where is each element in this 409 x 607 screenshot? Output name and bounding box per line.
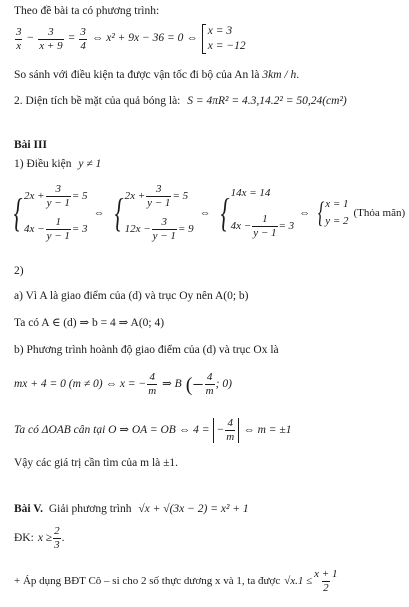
part-a-conclusion: Ta có A ∈ (d) ⇒ b = 4 ⇒ A(0; 4) — [14, 317, 165, 329]
area-line — [14, 96, 347, 108]
system-d: { x = 1 y = 2 — [317, 196, 349, 229]
iff-symbol: ⇔ — [199, 206, 211, 219]
triangle-equation — [14, 418, 291, 443]
dk-left: x ≥ — [37, 531, 53, 544]
fraction: $\frac{4}{m}$ — [148, 371, 157, 397]
intro-text: Theo đề bài ta có phương trình: — [14, 5, 160, 17]
bdt-text: + Áp dụng BĐT Cô – si cho 2 số thực dương x và 1, ta được — [14, 575, 281, 587]
period: . — [296, 69, 300, 81]
part-2-label: 2) — [14, 265, 24, 277]
equation-middle: ⇒ B — [162, 377, 182, 390]
bai-5-heading: Bài V. — [14, 503, 43, 515]
fraction: $\frac{3}{x + 9}$ — [39, 25, 63, 52]
condition-label: 1) Điều kiện — [14, 158, 72, 170]
fraction: $\frac{4}{m}$ — [205, 371, 214, 397]
bai-5-formula: √x + √(3x − 2) = x² + 1 — [138, 503, 249, 515]
bai-3-heading: Bài III — [14, 139, 47, 151]
case-line: x = 3 — [207, 24, 233, 37]
condition-value: y ≠ 1 — [78, 158, 102, 170]
condition-line — [14, 159, 101, 171]
bai-5-text: Giải phương trình — [48, 503, 132, 515]
bdt-left: √x.1 ≤ — [284, 575, 313, 587]
equation-left: mx + 4 = 0 (m ≠ 0) ⇔ x = − — [14, 377, 147, 390]
iff-symbol: ⇔ — [93, 206, 105, 219]
part-b-equation — [14, 372, 232, 397]
operator: − — [26, 32, 35, 45]
fraction: $\frac{2}{3}$ — [54, 525, 60, 551]
fraction: $\frac{3}{x}$ — [16, 25, 22, 52]
fraction: $\frac{3}{4}$ — [80, 25, 86, 52]
triangle-right: ⇔ m = ±1 — [243, 423, 292, 436]
system-b: { 2x + $\frac{3}{y - 1}$ = 5 12x − $\frac{3}{y - 1}$ = 9 — [114, 183, 194, 242]
period: . — [61, 531, 65, 544]
system-a: { 2x + $\frac{3}{y - 1}$ = 5 4x − $\frac{1}{y - 1}$ = 3 — [13, 183, 88, 242]
part-b-text: b) Phương trình hoành độ giao điểm của (d) và trục Ox là — [14, 344, 279, 356]
point-right: ; 0) — [215, 377, 232, 390]
bdt-line — [14, 569, 339, 594]
compare-text — [14, 70, 299, 82]
fraction: $\frac{x + 1}{2}$ — [314, 568, 338, 594]
area-formula: S = 4πR² = 4.3,14.2² = 50,24(cm²) — [187, 95, 347, 107]
triangle-left: Ta có ΔOAB cân tại O ⇒ OA = OB ⇔ 4 = — [14, 423, 210, 436]
compare-sentence: So sánh với điều kiện ta được vận tốc đi bộ của An là — [14, 69, 263, 81]
system-equations — [10, 180, 405, 246]
absolute-value: − $\frac{4}{m}$ — [213, 418, 239, 443]
point-bracket: (− — [185, 373, 204, 396]
iff-symbol: ⇔ — [299, 206, 311, 219]
satisfied-note: (Thỏa mãn) — [353, 206, 406, 219]
system-c: { 14x = 14 4x − $\frac{1}{y - 1}$ = 3 — [220, 186, 295, 239]
operator: = — [67, 32, 76, 45]
answer-text: Vậy các giá trị cần tìm của m là ±1. — [14, 457, 179, 469]
case-bracket — [202, 24, 246, 54]
dk-label: ĐK: — [14, 531, 34, 544]
area-label: 2. Diện tích bề mặt của quả bóng là: — [14, 95, 181, 107]
speed-value: 3km / h — [262, 69, 297, 81]
condition-dk — [14, 526, 64, 551]
bai-5-line — [14, 504, 249, 516]
part-a-text: a) Vì A là giao điểm của (d) và trục Oy nên A(0; b) — [14, 290, 249, 302]
equation-1 — [14, 24, 246, 54]
case-line: x = −12 — [207, 39, 246, 52]
equation-middle: ⇔ x² + 9x − 36 = 0 ⇔ — [91, 32, 198, 45]
